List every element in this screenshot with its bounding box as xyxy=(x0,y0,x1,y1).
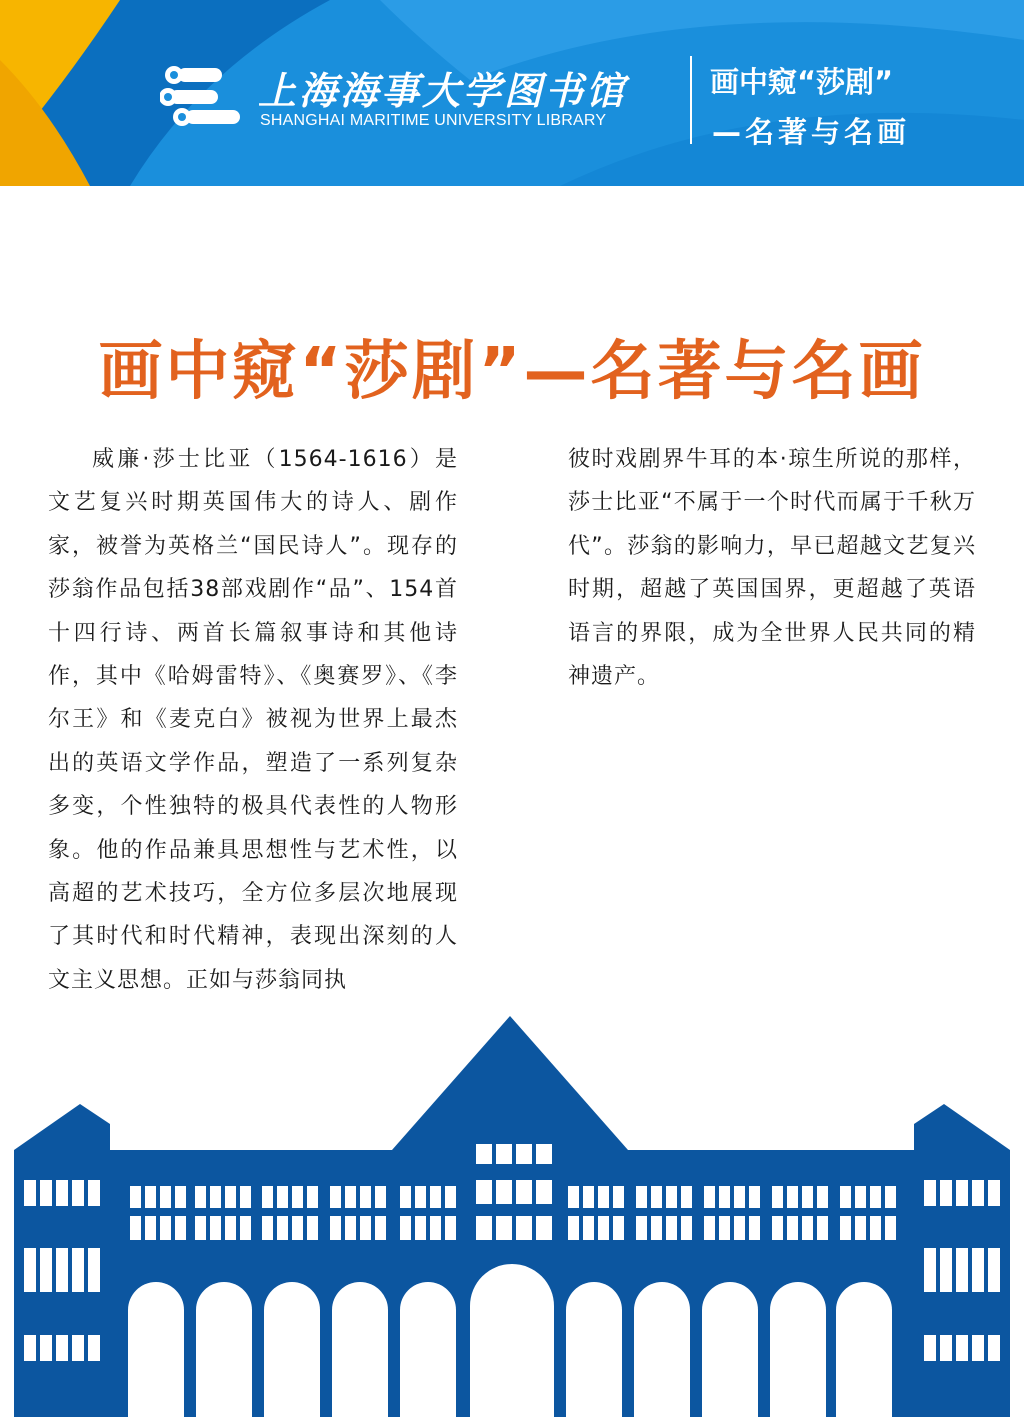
library-building-silhouette-icon xyxy=(0,1010,1024,1417)
page-title: 画中窥“莎剧”—名著与名画 xyxy=(98,335,926,409)
header-subtitle-line1: 画中窥“莎剧” xyxy=(710,65,894,99)
header-divider xyxy=(690,56,692,144)
header-subtitle-line2: —名著与名画 xyxy=(712,115,911,149)
library-logo-icon xyxy=(160,66,250,130)
library-name-english: SHANGHAI MARITIME UNIVERSITY LIBRARY xyxy=(260,112,607,129)
body-text-right-column: 彼时戏剧界牛耳的本·琼生所说的那样，莎士比亚“不属于一个时代而属于千秋万代”。莎翁的影响力，早已超越文艺复兴时期，超越了英国国界，更超越了英语语言的界限，成为全世界人民共同的精神遗产。 xyxy=(568,447,976,690)
library-name-chinese: 上海海事大学图书馆 xyxy=(258,68,628,113)
body-text-left-column: 威廉·莎士比亚（1564-1616）是文艺复兴时期英国伟大的诗人、剧作家，被誉为英格兰“国民诗人”。现存的莎翁作品包括38部戏剧作“品”、154首十四行诗、两首长篇叙事诗和其他诗作，其中《哈姆雷特》、《奥赛罗》、《李尔王》和《麦克白》被视为世界上最杰出的英语文学作品，塑造了一系列复杂多变，个性独特的极具代表性的人物形象。他的作品兼具思想性与艺术性，以高超的艺术技巧，全方位多层次地展现了其时代和时代精神，表现出深刻的人文主义思想。正如与莎翁同执 xyxy=(48,447,458,993)
header-banner xyxy=(0,0,1024,186)
